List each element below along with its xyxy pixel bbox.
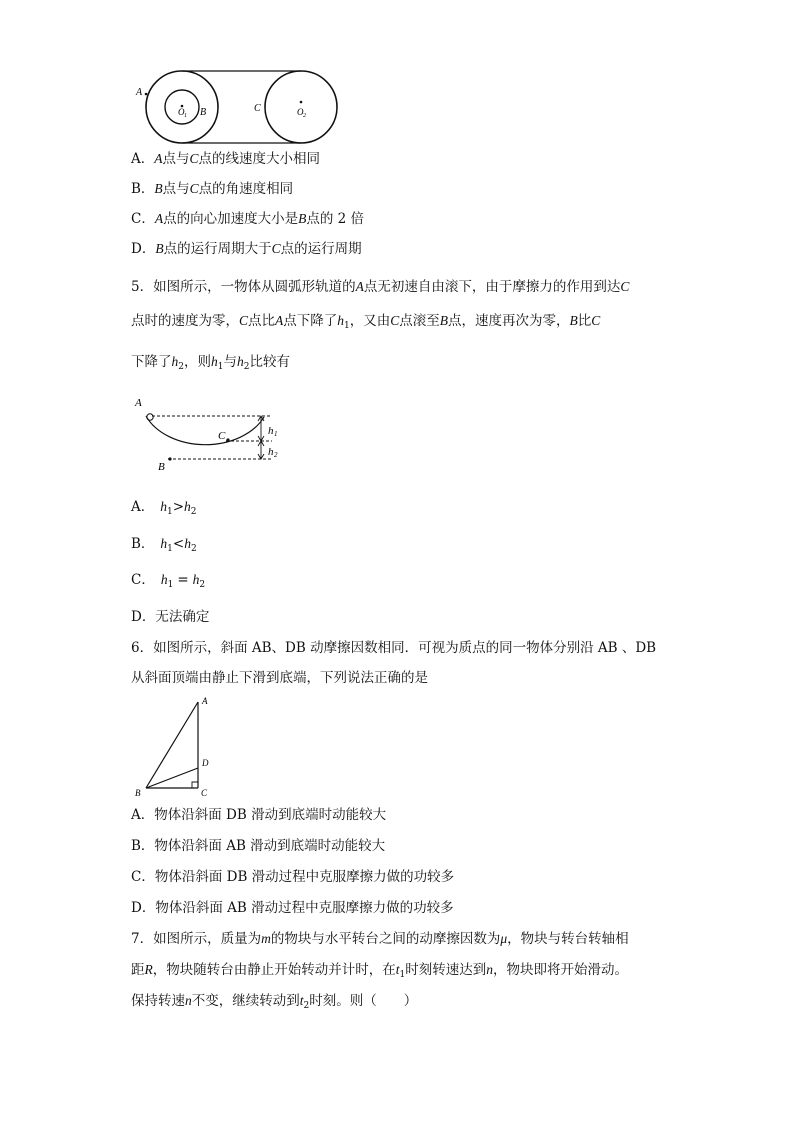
label-o1-sub: 1 [184, 113, 187, 119]
var: h [160, 499, 167, 514]
subscript: 1 [399, 970, 406, 980]
q5-stem-line2 [131, 312, 600, 335]
text: 点与 [162, 151, 190, 167]
var: C [390, 313, 400, 328]
var: C [189, 181, 199, 196]
text: ，又由 [349, 313, 391, 329]
text: 的物块与水平转台之间的动摩擦因数为 [270, 931, 501, 947]
subscript: 2 [243, 362, 250, 372]
option-letter: D． [131, 241, 156, 257]
var: A [154, 151, 163, 166]
q5-stem-line3 [131, 353, 290, 376]
var: m [261, 931, 271, 946]
text: 点的线速度大小相同 [198, 151, 321, 167]
var: B [569, 313, 578, 328]
var: B [298, 211, 307, 226]
q6-option-b: B．物体沿斜面 AB 滑动到底端时动能较大 [131, 838, 386, 854]
option-letter: A． [131, 499, 155, 515]
q4-option-d [131, 240, 362, 258]
incline-ab [146, 702, 198, 788]
label-h1-sub: 1 [274, 430, 278, 438]
label-b: B [135, 788, 141, 798]
operator: < [172, 536, 185, 552]
var: t [395, 962, 400, 977]
var: C [591, 313, 601, 328]
text: 点比 [248, 313, 276, 329]
var: R [144, 962, 153, 977]
text: 点的运行周期大于 [163, 241, 272, 257]
q6-option-d: D．物体沿斜面 AB 滑动过程中克服摩擦力做的功较多 [131, 900, 454, 916]
label-c: C [218, 430, 226, 442]
subscript: 2 [190, 544, 197, 554]
text: 5．如图所示，一物体从圆弧形轨道的 [131, 279, 356, 295]
option-letter: B． [131, 181, 155, 197]
q5-option-c [131, 571, 205, 594]
text: 比较有 [249, 354, 290, 370]
label-a: A [136, 87, 143, 98]
var: C [189, 151, 199, 166]
text: 点的角速度相同 [198, 181, 294, 197]
var: B [154, 181, 163, 196]
var: h [160, 572, 168, 587]
label-h1: h [268, 425, 274, 437]
text: 点与 [162, 181, 190, 197]
q6-option-c: C．物体沿斜面 DB 滑动过程中克服摩擦力做的功较多 [131, 869, 455, 885]
text: 点的 2 倍 [306, 211, 365, 227]
text: 距 [131, 962, 145, 978]
subscript: 2 [178, 362, 184, 372]
var: B [155, 241, 164, 256]
arc-track-figure [132, 392, 292, 474]
q6-stem-line2: 从斜面顶端由静止下滑到底端，下列说法正确的是 [131, 670, 428, 686]
var: h [184, 536, 191, 551]
label-b: B [158, 461, 165, 473]
right-angle-mark [192, 782, 198, 788]
text: 保持转速 [131, 993, 185, 1009]
q5-stem-line1 [131, 278, 629, 296]
subscript: 2 [199, 580, 206, 590]
subscript: 1 [344, 321, 350, 331]
q5-option-a [131, 498, 197, 521]
q6-option-a: A．物体沿斜面 DB 滑动到底端时动能较大 [131, 807, 387, 823]
q5-option-b [131, 535, 197, 558]
pulley-belt-figure [132, 64, 347, 154]
text: 比 [577, 313, 592, 329]
text: 点，速度再次为零， [448, 313, 570, 329]
option-letter: A． [131, 151, 155, 167]
var: h [171, 354, 179, 369]
var: t [299, 993, 304, 1008]
q4-option-a [131, 150, 320, 168]
var: h [184, 499, 191, 514]
incline-triangle-figure [132, 694, 218, 802]
text: 下降了 [131, 354, 172, 370]
text: 时刻转速达到 [405, 962, 487, 978]
text: 点下降了 [283, 313, 338, 329]
var: μ [500, 931, 508, 946]
text: 点无初速自由滚下，由于摩擦力的作用到达 [363, 279, 621, 295]
option-letter: C． [131, 211, 155, 227]
label-o1: O [178, 107, 185, 117]
var: h [236, 354, 244, 369]
label-c: C [201, 788, 208, 798]
q4-option-b [131, 180, 293, 198]
var: C [271, 241, 281, 256]
subscript: 1 [167, 507, 173, 517]
q7-stem-line2 [131, 961, 628, 984]
q7-stem-line3 [131, 992, 417, 1015]
var: n [486, 962, 493, 977]
var: A [275, 313, 284, 328]
arc-track [146, 416, 264, 445]
incline-db [146, 768, 198, 788]
q5-option-d: D．无法确定 [131, 609, 210, 625]
var: h [210, 354, 218, 369]
point-b-dot [168, 457, 171, 460]
label-b: B [200, 107, 207, 118]
operator: = [177, 572, 189, 588]
text: ，物块与转台转轴相 [507, 931, 629, 947]
subscript: 1 [167, 580, 174, 590]
label-a: A [135, 397, 142, 409]
text: 点的向心加速度大小是 [163, 211, 299, 227]
var: C [620, 279, 630, 294]
text: ，则 [183, 354, 211, 370]
text: 点的运行周期 [280, 241, 362, 257]
operator: > [172, 499, 185, 515]
text: 点时的速度为零， [131, 313, 239, 329]
label-d: D [202, 758, 209, 768]
var: A [355, 279, 364, 294]
option-letter: B． [131, 536, 155, 552]
text: ，物块随转台由静止开始转动并计时，在 [152, 962, 396, 978]
q6-stem-line1: 6．如图所示，斜面 AB、DB 动摩擦因数相同．可视为质点的同一物体分别沿 AB 、DB [131, 640, 657, 656]
label-o2-sub: 2 [303, 113, 306, 119]
var: h [337, 313, 345, 328]
text: 点滚至 [399, 313, 440, 329]
label-a: A [202, 696, 208, 706]
var: A [154, 211, 164, 226]
center-o2-dot [300, 101, 303, 104]
q4-option-c [131, 210, 364, 228]
var: C [239, 313, 249, 328]
label-h2-sub: 2 [274, 451, 278, 459]
text: 7．如图所示，质量为 [131, 931, 262, 947]
label-c: C [254, 103, 261, 114]
var: n [185, 993, 192, 1008]
text: 与 [223, 354, 237, 370]
text: 时刻。则（ ） [309, 993, 418, 1009]
option-letter: C． [131, 572, 155, 588]
subscript: 2 [303, 1001, 310, 1011]
label-h2: h [268, 446, 274, 458]
q7-stem-line1 [131, 930, 629, 948]
point-c-dot [226, 438, 229, 441]
text: ，物块即将开始滑动。 [493, 962, 628, 978]
var: B [439, 313, 449, 328]
subscript: 2 [190, 507, 197, 517]
text: 不变，继续转动到 [191, 993, 300, 1009]
point-a-dot [145, 93, 148, 96]
subscript: 1 [217, 362, 224, 372]
var: h [160, 536, 168, 551]
var: h [192, 572, 200, 587]
subscript: 1 [167, 544, 173, 554]
label-o2: O [297, 107, 304, 117]
